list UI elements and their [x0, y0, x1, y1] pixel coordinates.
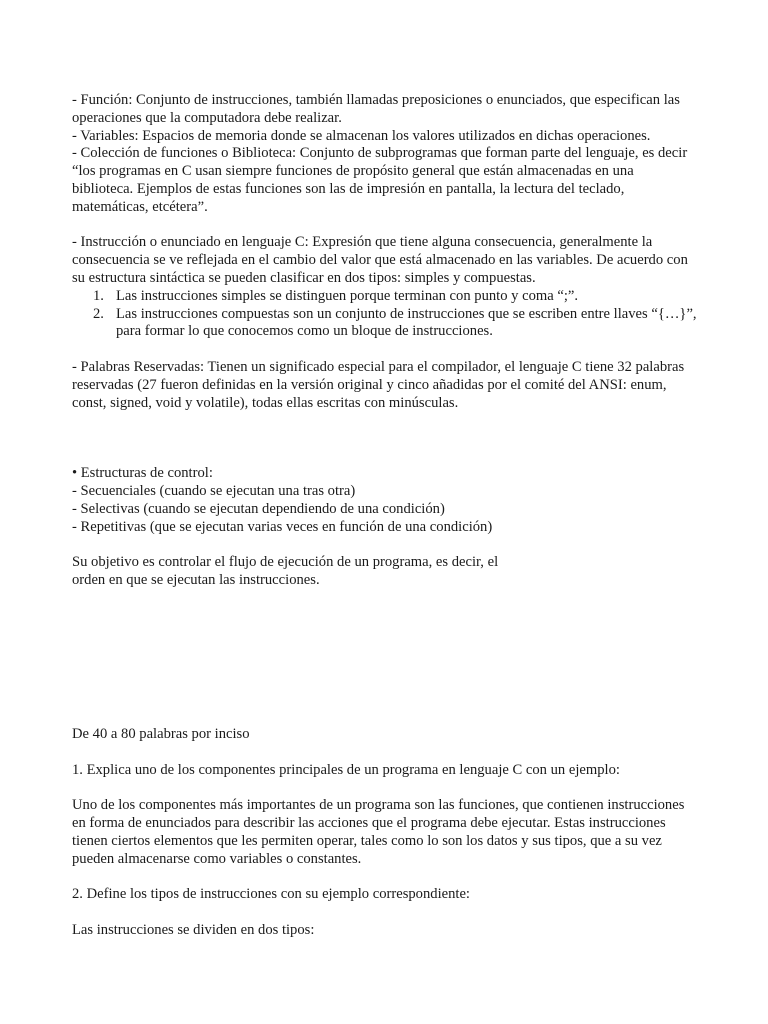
- document-body: [72, 92, 697, 939]
- list-item: [72, 288, 697, 306]
- question-2: 2. Define los tipos de instrucciones con su ejemplo correspondiente:: [72, 886, 470, 903]
- instruction-types-list: [72, 288, 697, 341]
- list-item-text: Las instrucciones compuestas son un conjunto de instrucciones que se escriben entre llaves “{…}”, para formar lo que conocemos como un bloque de instrucciones.: [116, 305, 697, 340]
- list-marker: 1.: [93, 287, 104, 304]
- assignment-heading: De 40 a 80 palabras por inciso: [72, 725, 250, 742]
- definition-funcion: - Función: Conjunto de instrucciones, también llamadas preposiciones o enunciados, que especifican las operaciones que la computadora debe realizar.: [72, 92, 680, 126]
- control-objective: Su objetivo es controlar el flujo de ejecución de un programa, es decir, el orden en que se ejecutan las instrucciones.: [72, 554, 499, 589]
- control-structures-block: [72, 465, 697, 536]
- question-1: 1. Explica uno de los componentes principales de un programa en lenguaje C con un ejemplo:: [72, 761, 620, 778]
- list-marker: 2.: [93, 305, 104, 322]
- list-item: [72, 306, 697, 342]
- definitions-block: [72, 92, 697, 217]
- definition-variables: - Variables: Espacios de memoria donde se almacenan los valores utilizados en dichas operaciones.: [72, 127, 651, 144]
- control-selectivas: - Selectivas (cuando se ejecutan dependiendo de una condición): [72, 500, 445, 517]
- definition-instruccion: - Instrucción o enunciado en lenguaje C: Expresión que tiene alguna consecuencia, generalmente la consecuencia se ve reflejada en el cambio del valor que está almacenado en las variables. De acuerdo con su estructura sintáctica se pueden clasificar en dos tipos: simples y compuestas.: [72, 234, 688, 286]
- control-secuenciales: - Secuenciales (cuando se ejecutan una tras otra): [72, 483, 356, 500]
- definition-biblioteca: - Colección de funciones o Biblioteca: Conjunto de subprogramas que forman parte del lenguaje, es decir “los programas en C usan siempre funciones de propósito general que están almacenadas en una biblioteca. Ejemplos de estas funciones son las de impresión en pantalla, la lectura del teclado, matemáticas, etcétera”.: [72, 145, 688, 215]
- instruction-block: [72, 234, 697, 341]
- answer-2: Las instrucciones se dividen en dos tipos:: [72, 921, 315, 938]
- control-heading: • Estructuras de control:: [72, 465, 213, 482]
- control-repetitivas: - Repetitivas (que se ejecutan varias veces en función de una condición): [72, 518, 493, 535]
- definition-palabras-reservadas: - Palabras Reservadas: Tienen un significado especial para el compilador, el lenguaje C tiene 32 palabras reservadas (27 fueron definidas en la versión original y cinco añadidas por el comité del ANSI: enum, const, signed, void y volatile), todas ellas escritas con minúsculas.: [72, 358, 685, 411]
- answer-1: Uno de los componentes más importantes de un programa son las funciones, que contienen instrucciones en forma de enunciados para describir las acciones que el programa debe ejecutar. Estas instrucciones tienen ciertos elementos que les permiten operar, tales como lo son los datos y sus tipos, que a su vez pueden almacenarse como variables o constantes.: [72, 797, 685, 867]
- list-item-text: Las instrucciones simples se distinguen porque terminan con punto y coma “;”.: [116, 287, 579, 304]
